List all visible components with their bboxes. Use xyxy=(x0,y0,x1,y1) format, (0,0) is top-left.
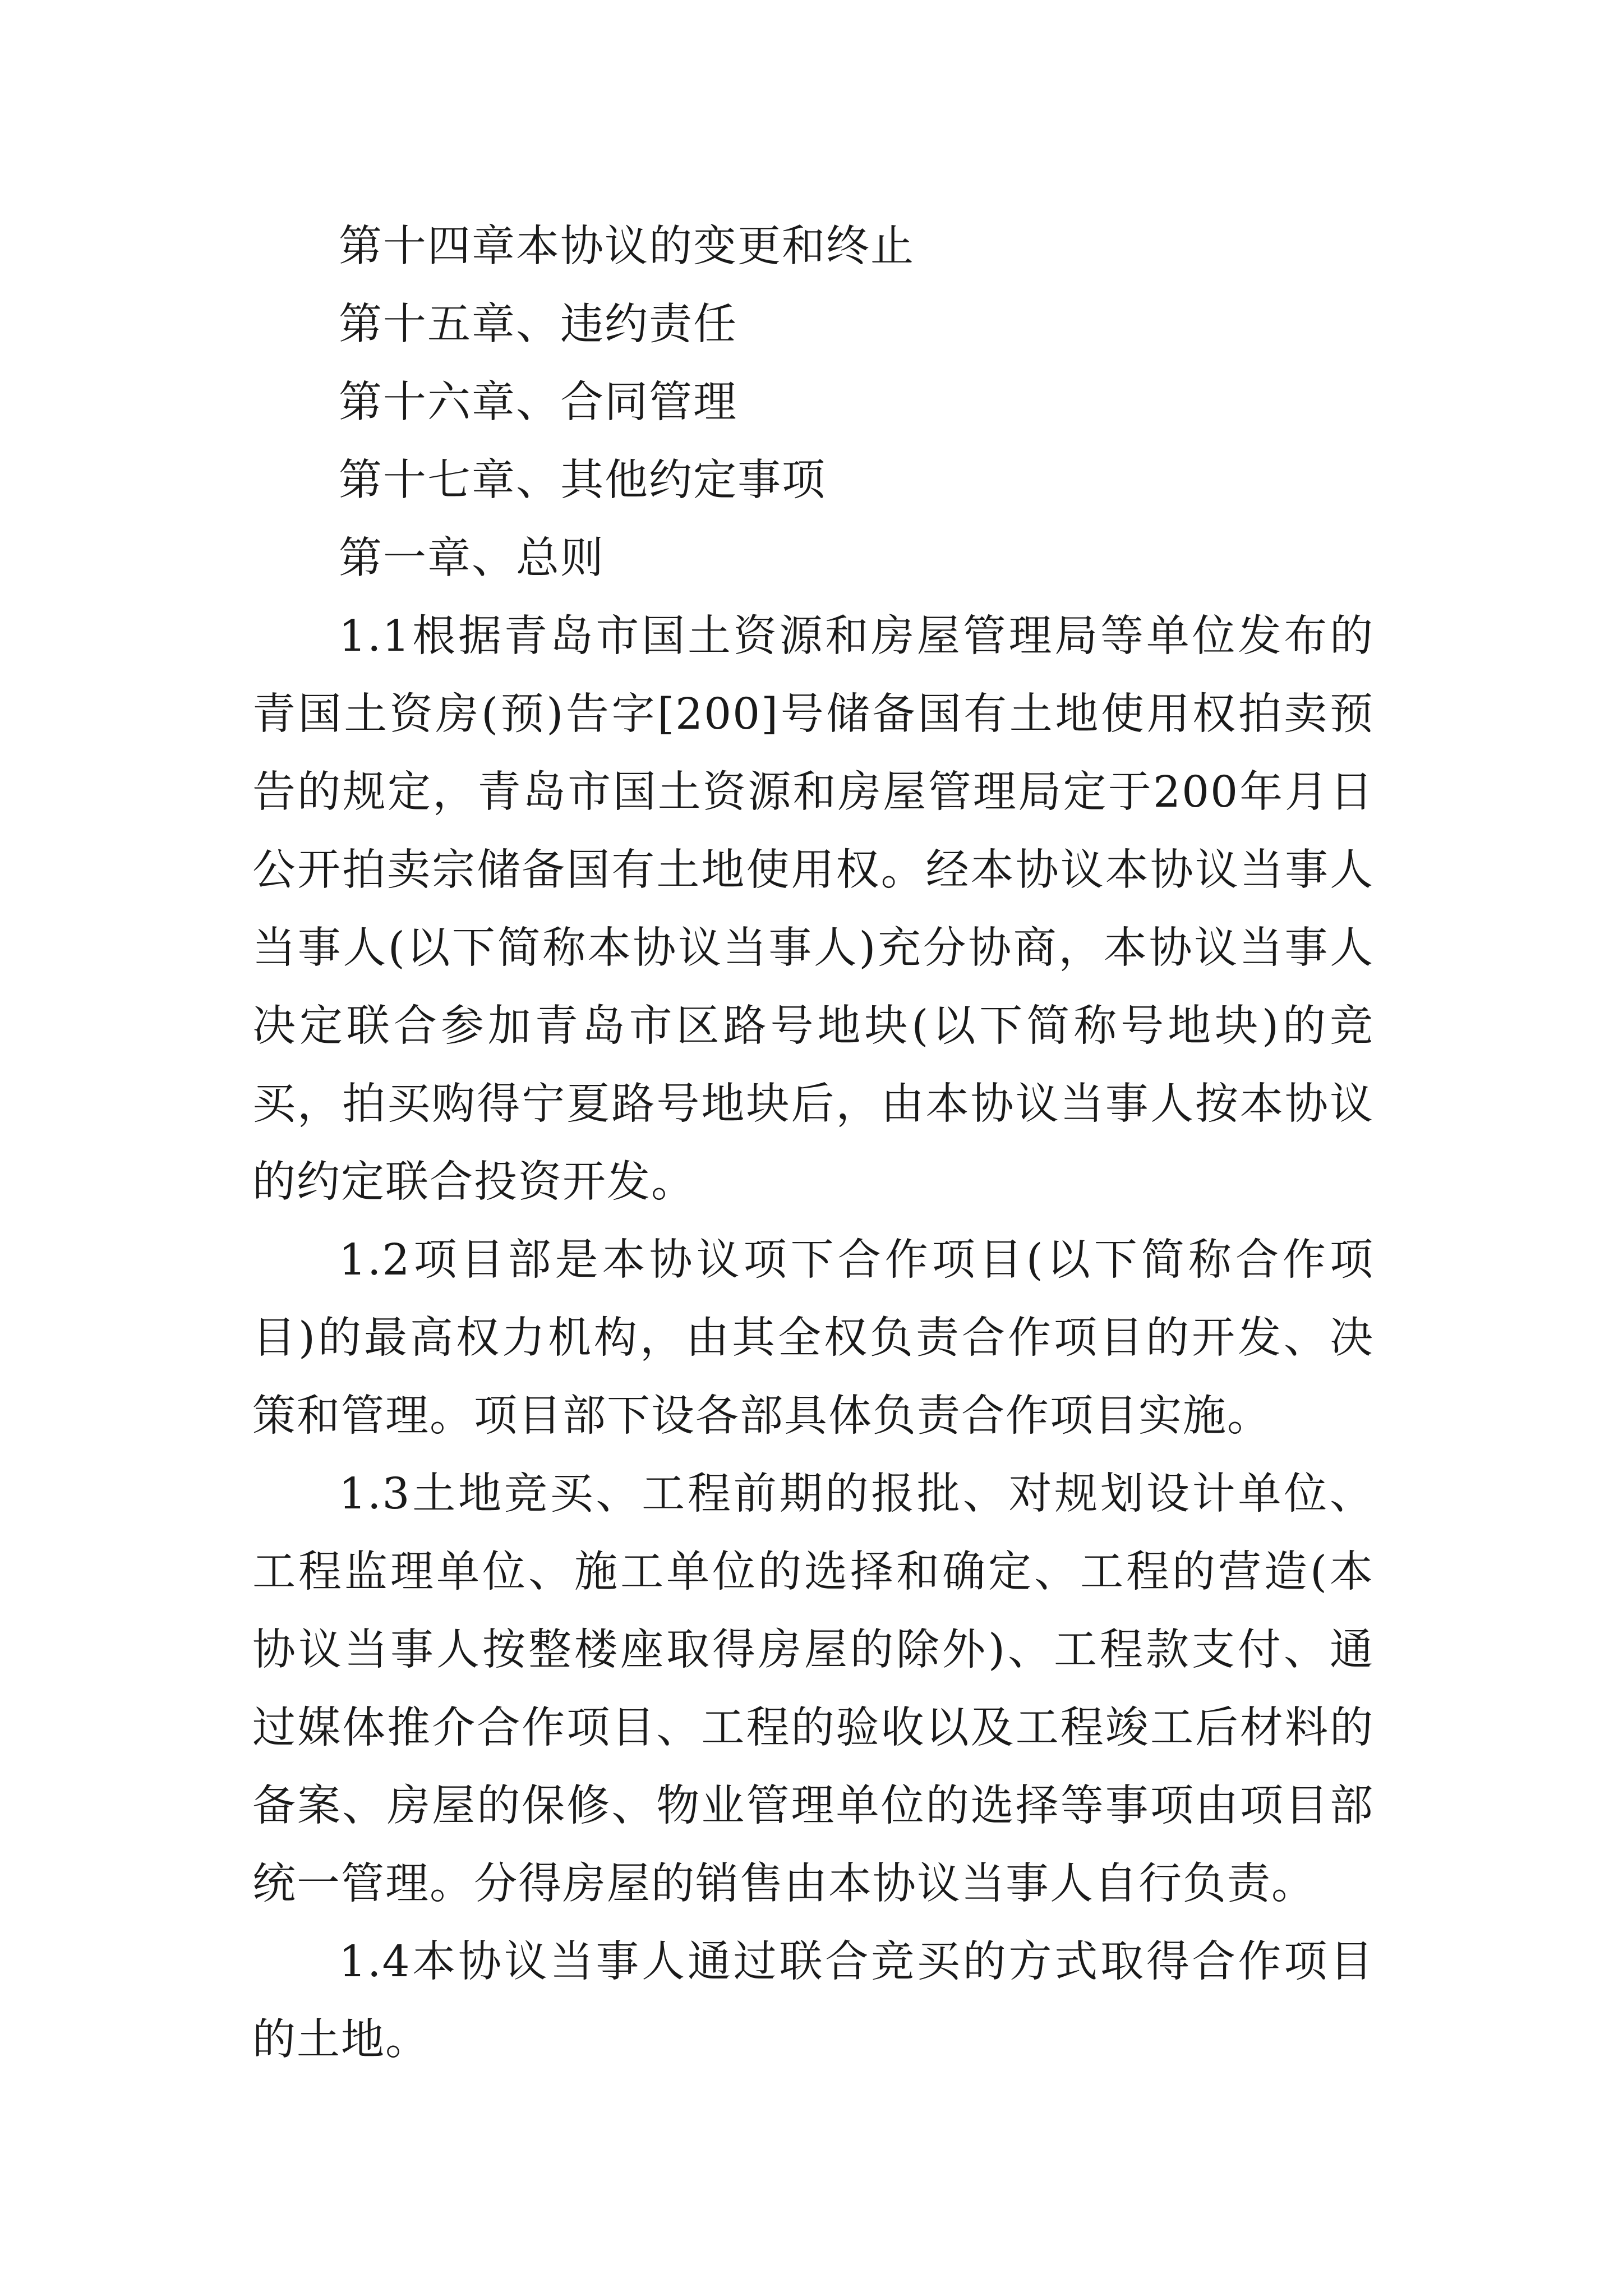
toc-line-chapter-15: 第十五章、违约责任 xyxy=(339,300,737,349)
paragraph-1-3: 1.3土地竞买、工程前期的报批、对规划设计单位、工程监理单位、施工单位的选择和确定、工程的营造(本协议当事人按整楼座取得房屋的除外)、工程款支付、通过媒体推介合作项目、工程的验收以及工程竣工后材料的备案、房屋的保修、物业管理单位的选择等事项由项目部统一管理。分得房屋的销售由本协议当事人自行负责。 xyxy=(252,1469,1374,1909)
toc-line-chapter-16: 第十六章、合同管理 xyxy=(339,378,737,427)
document-body xyxy=(252,208,1374,2079)
chapter-heading: 第一章、总则 xyxy=(339,533,605,583)
toc-line-chapter-17: 第十七章、其他约定事项 xyxy=(339,455,826,505)
paragraph-1-2: 1.2项目部是本协议项下合作项目(以下简称合作项目)的最高权力机构，由其全权负责合作项目的开发、决策和管理。项目部下设各部具体负责合作项目实施。 xyxy=(252,1235,1374,1441)
toc-line-chapter-14: 第十四章本协议的变更和终止 xyxy=(339,222,915,272)
paragraph-1-1: 1.1根据青岛市国土资源和房屋管理局等单位发布的青国土资房(预)告字[200]号储备国有土地使用权拍卖预告的规定，青岛市国土资源和房屋管理局定于200年月日公开拍卖宗储备国有土地使用权。经本协议本协议当事人当事人(以下简称本协议当事人)充分协商，本协议当事人决定联合参加青岛市区路号地块(以下简称号地块)的竞买，拍买购得宁夏路号地块后，由本协议当事人按本协议的约定联合投资开发。 xyxy=(252,611,1374,1207)
paragraph-1-4: 1.4本协议当事人通过联合竞买的方式取得合作项目的土地。 xyxy=(252,1937,1374,2065)
